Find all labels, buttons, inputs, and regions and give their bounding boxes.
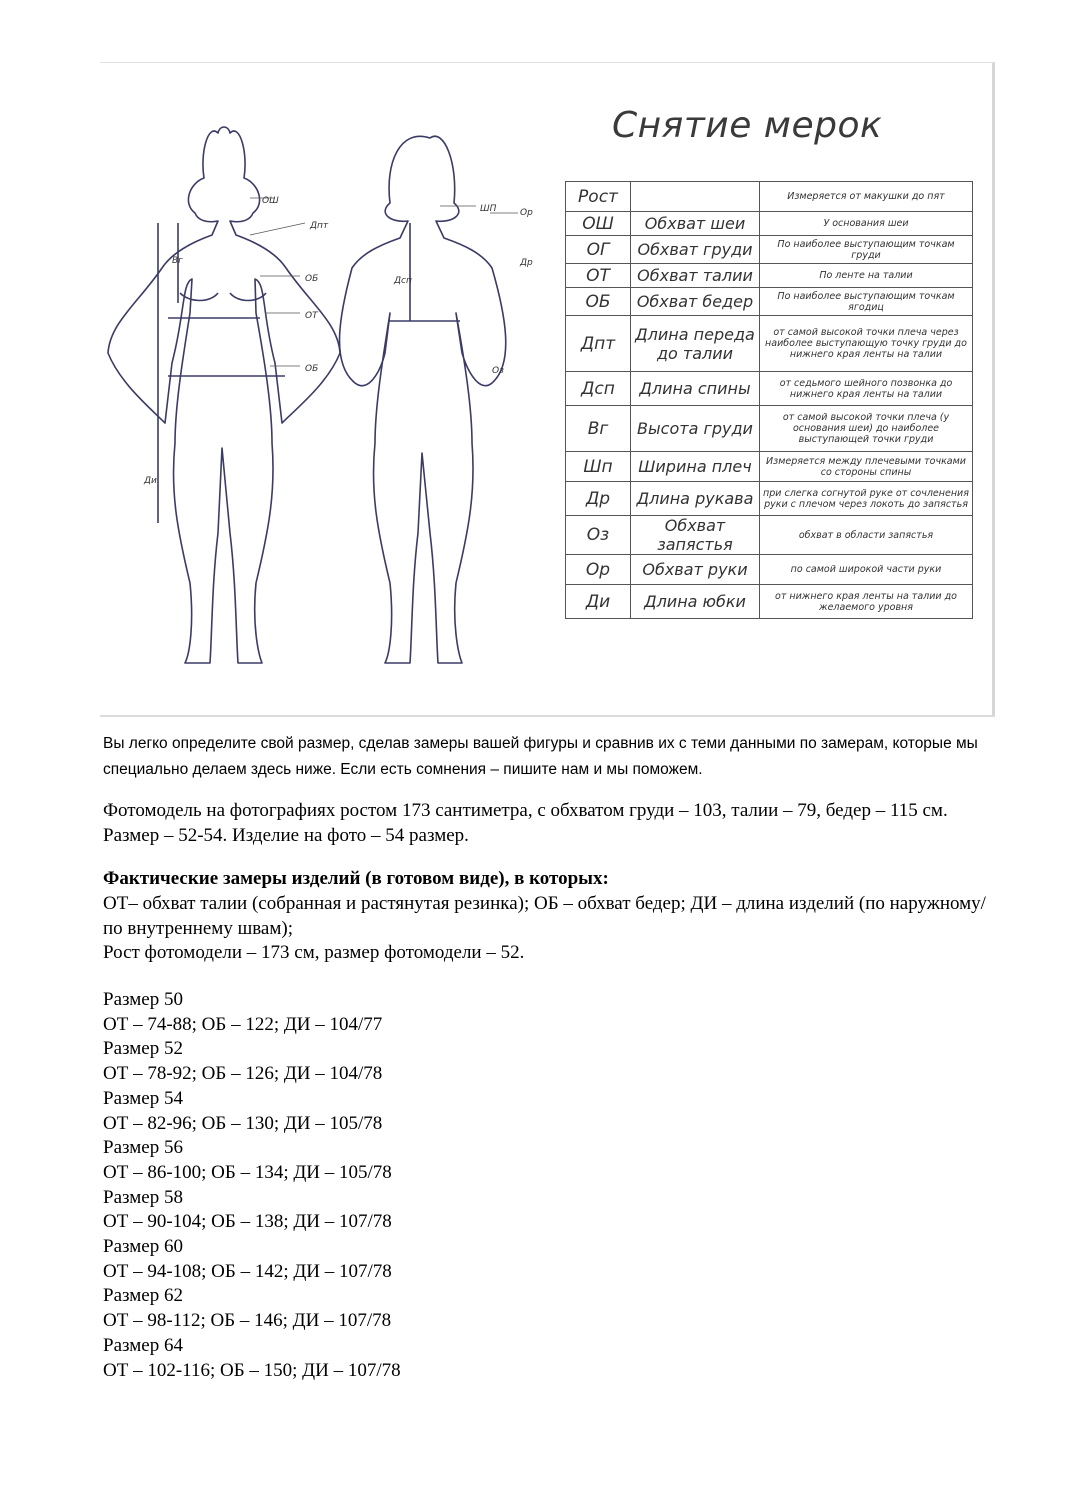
measure-abbr: Ор <box>566 555 631 585</box>
measure-abbr: Вг <box>566 406 631 452</box>
measurement-sheet-image <box>100 62 995 717</box>
measure-desc: Измеряется от макушки до пят <box>760 182 973 212</box>
measure-abbr: Др <box>566 482 631 516</box>
measure-row <box>566 316 973 372</box>
measure-name: Высота груди <box>631 406 760 452</box>
front-figure-outline <box>108 127 340 663</box>
measure-row <box>566 452 973 482</box>
measure-desc: У основания шеи <box>760 212 973 236</box>
figure-label: Дпт <box>310 221 329 231</box>
measure-name: Обхват руки <box>631 555 760 585</box>
measure-abbr: ОБ <box>566 288 631 316</box>
measure-row <box>566 182 973 212</box>
size-values: ОТ – 74-88; ОБ – 122; ДИ – 104/77 <box>103 1013 383 1035</box>
measure-row <box>566 288 973 316</box>
measure-abbr: ОШ <box>566 212 631 236</box>
measure-name <box>631 182 760 212</box>
size-values: ОТ – 90-104; ОБ – 138; ДИ – 107/78 <box>103 1211 392 1233</box>
measure-desc: По ленте на талии <box>760 264 973 288</box>
measure-abbr: Дсп <box>566 372 631 406</box>
measure-name: Длина юбки <box>631 585 760 619</box>
size-title: Размер 60 <box>103 1236 183 1258</box>
size-title: Размер 56 <box>103 1137 183 1159</box>
measure-desc: от самой высокой точки плеча через наиболее выступающую точку груди до нижнего края ленты на талии <box>760 316 973 372</box>
measure-desc: Измеряется между плечевыми точками со стороны спины <box>760 452 973 482</box>
measure-abbr: Рост <box>566 182 631 212</box>
figure-label: Вг <box>172 256 183 266</box>
measures-heading: Фактические замеры изделий (в готовом виде), в которых: <box>103 868 609 889</box>
measure-row <box>566 482 973 516</box>
figure-label: Оз <box>492 366 504 376</box>
measure-desc: По наиболее выступающим точкам ягодиц <box>760 288 973 316</box>
measure-name: Обхват талии <box>631 264 760 288</box>
figure-label: Ор <box>520 208 533 218</box>
measure-name: Длина рукава <box>631 482 760 516</box>
measure-abbr: ОГ <box>566 236 631 264</box>
measure-desc: По наиболее выступающим точкам груди <box>760 236 973 264</box>
measure-abbr: Шп <box>566 452 631 482</box>
size-values: ОТ – 82-96; ОБ – 130; ДИ – 105/78 <box>103 1112 383 1134</box>
measure-name: Обхват груди <box>631 236 760 264</box>
measure-abbr: Ди <box>566 585 631 619</box>
measure-name: Обхват бедер <box>631 288 760 316</box>
measure-desc: от седьмого шейного позвонка до нижнего края ленты на талии <box>760 372 973 406</box>
measure-name: Обхват шеи <box>631 212 760 236</box>
size-title: Размер 58 <box>103 1186 183 1208</box>
figure-label: ОТ <box>305 311 318 321</box>
measure-abbr: Дпт <box>566 316 631 372</box>
size-values: ОТ – 86-100; ОБ – 134; ДИ – 105/78 <box>103 1161 392 1183</box>
back-figure-outline <box>340 136 506 663</box>
figure-label: ОШ <box>262 196 279 206</box>
measure-row <box>566 372 973 406</box>
model-info-text: Фотомодель на фотографиях ростом 173 сантиметра, с обхватом груди – 103, талии – 79, бедер – 115 см. Размер – 52-54. Изделие на фото – 54 размер. <box>103 800 948 846</box>
size-title: Размер 54 <box>103 1087 183 1109</box>
legend-text: ОТ– обхват талии (собранная и растянутая резинка); ОБ – обхват бедер; ДИ – длина изделий (по наружному/по внутреннему швам); <box>103 893 986 939</box>
measure-desc: обхват в области запястья <box>760 516 973 555</box>
size-title: Размер 52 <box>103 1038 183 1060</box>
size-title: Размер 64 <box>103 1334 183 1356</box>
measure-row <box>566 236 973 264</box>
sheet-title: Снятие мерок <box>612 105 883 146</box>
measure-name: Длина переда до талии <box>631 316 760 372</box>
measure-desc: от нижнего края ленты на талии до желаемого уровня <box>760 585 973 619</box>
measure-row <box>566 406 973 452</box>
measure-abbr: Оз <box>566 516 631 555</box>
size-title: Размер 50 <box>103 989 183 1010</box>
measure-name: Длина спины <box>631 372 760 406</box>
measurements-table <box>565 181 973 619</box>
figure-label: Ди <box>144 476 157 486</box>
measure-name: Обхват запястья <box>631 516 760 555</box>
figure-label: ШП <box>480 204 497 214</box>
size-values: ОТ – 102-116; ОБ – 150; ДИ – 107/78 <box>103 1359 401 1381</box>
size-values: ОТ – 78-92; ОБ – 126; ДИ – 104/78 <box>103 1063 383 1085</box>
measure-row <box>566 264 973 288</box>
measure-row <box>566 585 973 619</box>
size-title: Размер 62 <box>103 1285 183 1307</box>
figure-label: ОБ <box>305 364 319 374</box>
measure-row <box>566 212 973 236</box>
intro-text: Вы легко определите свой размер, сделав замеры вашей фигуры и сравнив их с теми данными по замерам, которые мы специально делаем здесь ниже. Если есть сомнения – пишите нам и мы поможем. <box>103 735 978 778</box>
measure-name: Ширина плеч <box>631 452 760 482</box>
figure-label: Дсп <box>394 276 412 286</box>
measure-desc: по самой широкой части руки <box>760 555 973 585</box>
measure-desc: при слегка согнутой руке от сочленения руки с плечом через локоть до запястья <box>760 482 973 516</box>
figure-label: ОБ <box>305 274 319 284</box>
measure-row <box>566 516 973 555</box>
size-values: ОТ – 94-108; ОБ – 142; ДИ – 107/78 <box>103 1260 392 1282</box>
figure-label: Др <box>520 258 533 268</box>
measure-abbr: ОТ <box>566 264 631 288</box>
model-size-text: Рост фотомодели – 173 см, размер фотомодели – 52. <box>103 942 525 963</box>
measure-row <box>566 555 973 585</box>
size-list <box>103 988 401 1383</box>
measure-desc: от самой высокой точки плеча (у основания шеи) до наиболее выступающей точки груди <box>760 406 973 452</box>
size-values: ОТ – 98-112; ОБ – 146; ДИ – 107/78 <box>103 1310 392 1332</box>
